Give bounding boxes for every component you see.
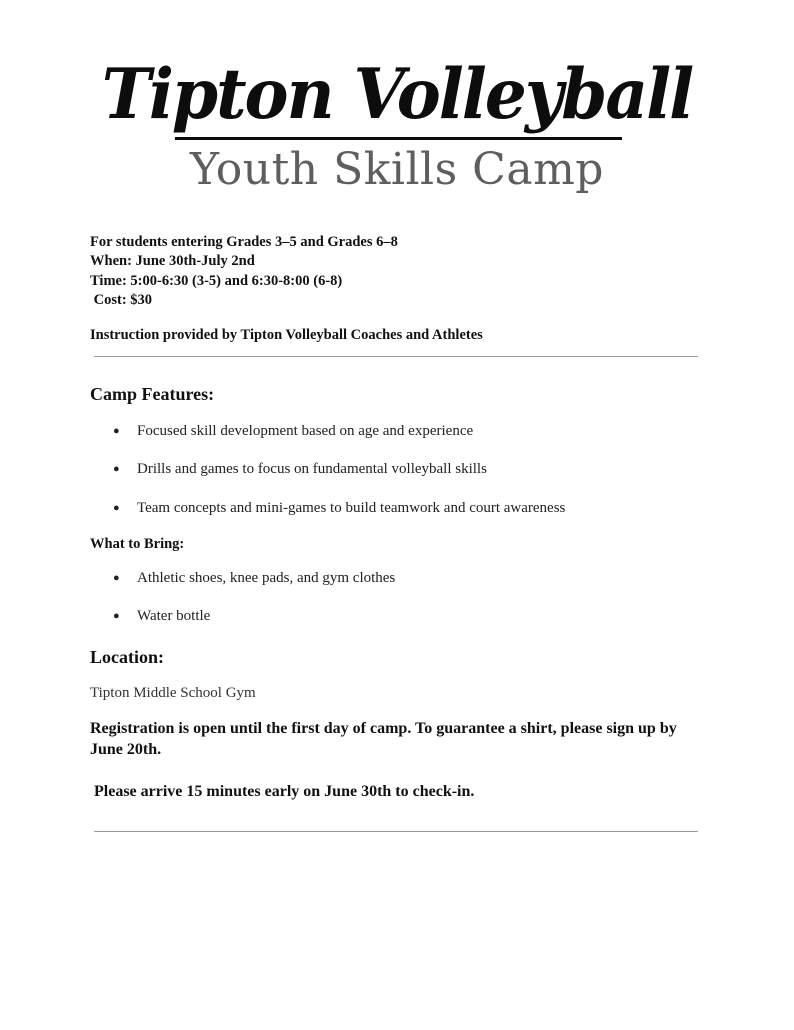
bring-heading: What to Bring: <box>90 536 185 552</box>
bring-text: Athletic shoes, knee pads, and gym clothes <box>137 570 396 586</box>
instruction-line: Instruction provided by Tipton Volleyball Coaches and Athletes <box>90 327 483 343</box>
page-subtitle: Youth Skills Camp <box>190 144 604 195</box>
cost-line: Cost: $30 <box>90 291 153 308</box>
bullet-dot-icon: ● <box>113 572 120 584</box>
time-line: Time: 5:00-6:30 (3-5) and 6:30-8:00 (6-8) <box>90 272 343 289</box>
title-block <box>0 52 794 136</box>
feature-text: Focused skill development based on age and experience <box>137 423 474 439</box>
bullet-dot-icon: ● <box>113 463 120 475</box>
divider-top <box>94 356 698 357</box>
students-line: For students entering Grades 3–5 and Grades 6–8 <box>90 234 398 250</box>
list-item <box>113 607 210 625</box>
list-item <box>113 569 395 587</box>
bullet-dot-icon: ● <box>113 502 120 514</box>
bullet-dot-icon: ● <box>113 610 120 622</box>
list-item <box>113 499 565 517</box>
location-place: Tipton Middle School Gym <box>90 685 256 701</box>
list-item <box>113 460 487 478</box>
feature-text: Drills and games to focus on fundamental volleyball skills <box>137 461 487 477</box>
bullet-dot-icon: ● <box>113 425 120 437</box>
location-heading: Location: <box>90 647 164 667</box>
page-title: Tipton Volleyball <box>101 53 693 135</box>
divider-bottom <box>94 831 698 832</box>
feature-text: Team concepts and mini-games to build teamwork and court awareness <box>137 500 566 516</box>
bring-text: Water bottle <box>137 608 211 624</box>
title-underline <box>175 137 622 140</box>
when-line: When: June 30th-July 2nd <box>90 253 255 270</box>
camp-info <box>90 233 398 310</box>
arrival-note: Please arrive 15 minutes early on June 30th to check-in. <box>94 783 475 800</box>
features-heading: Camp Features: <box>90 384 215 404</box>
registration-note: Registration is open until the first day of camp. To guarantee a shirt, please sign up by June 20th. <box>90 720 677 758</box>
list-item <box>113 422 473 440</box>
